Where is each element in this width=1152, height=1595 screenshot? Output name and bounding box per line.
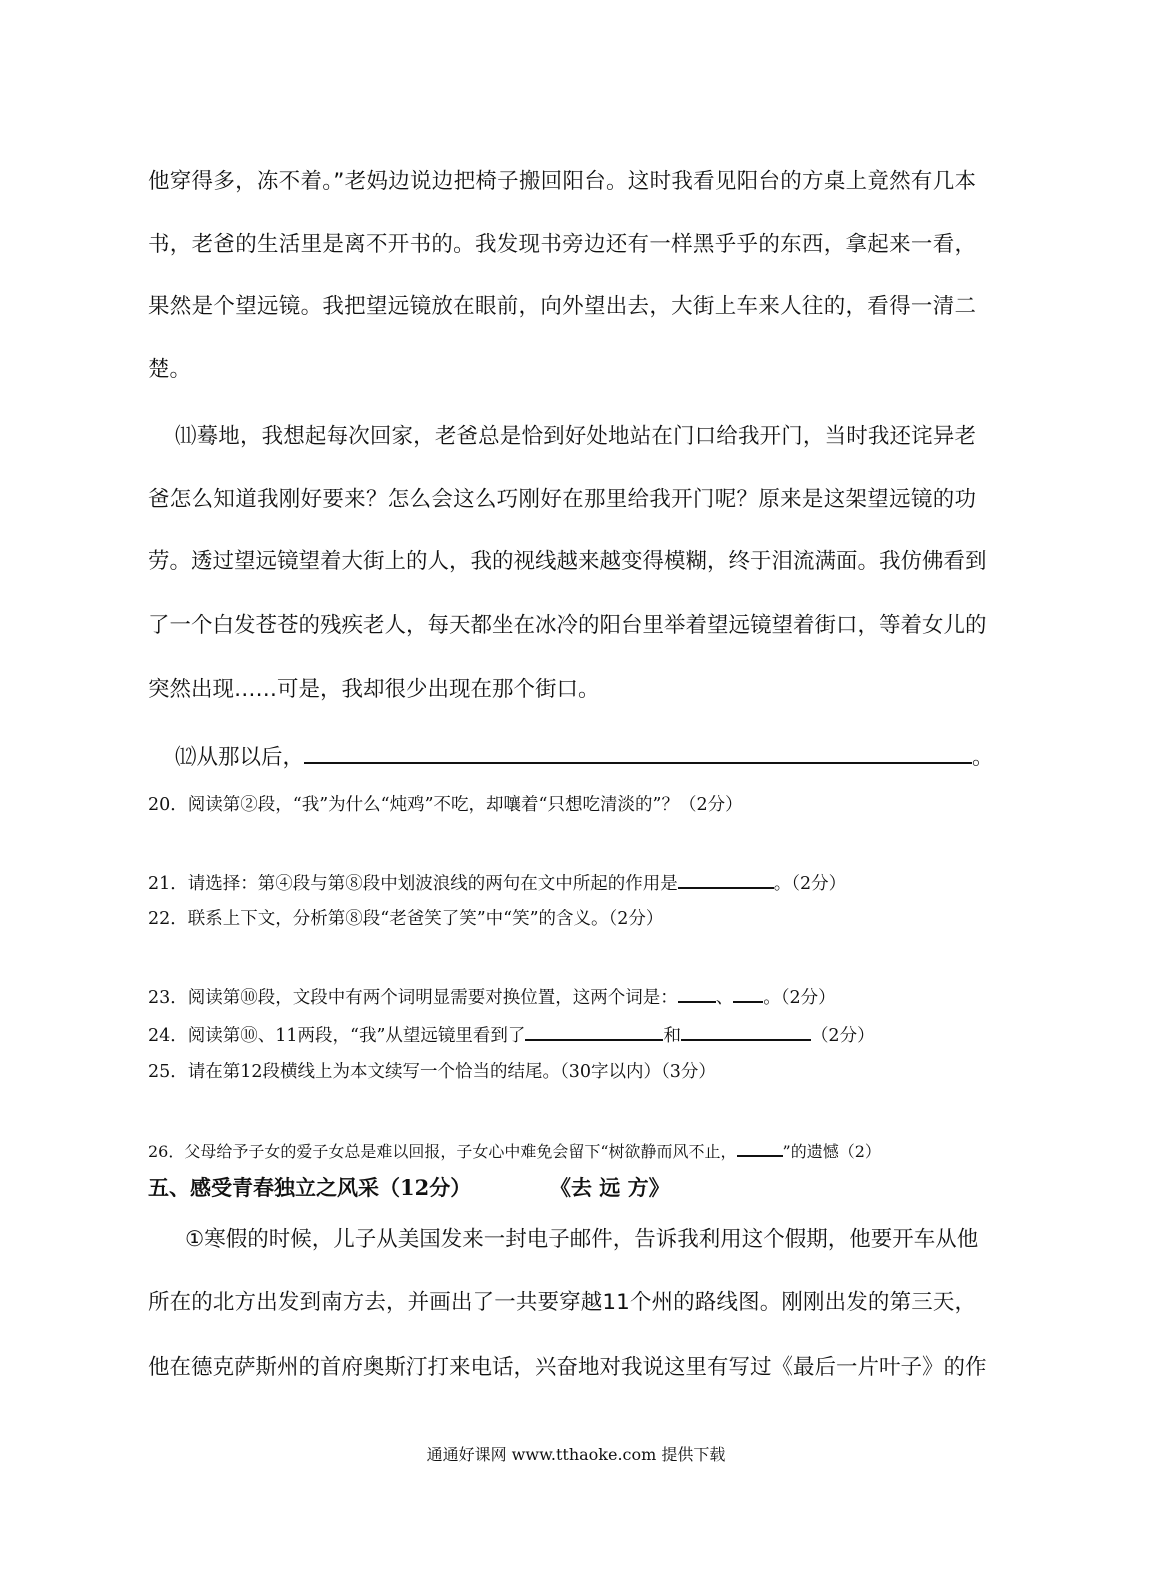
text-line: 书，老爸的生活里是离不开书的。我发现书旁边还有一样黑乎乎的东西，拿起来一看， (148, 232, 976, 257)
section-heading: 五、感受青春独立之风采（12分） (148, 1175, 472, 1200)
text-line: 劳。透过望远镜望着大街上的人，我的视线越来越变得模糊，终于泪流满面。我仿佛看到 (148, 549, 987, 574)
text-line: 突然出现……可是，我却很少出现在那个街口。 (148, 677, 600, 702)
answer-blank-21[interactable] (678, 869, 774, 889)
text-line: 他在德克萨斯州的首府奥斯汀打来电话，兴奋地对我说这里有写过《最后一片叶子》的作 (148, 1355, 987, 1380)
question-23 (148, 983, 978, 1011)
text-line: 了一个白发苍苍的残疾老人，每天都坐在冰冷的阳台里举着望远镜望着街口，等着女儿的 (148, 613, 987, 638)
question-21-score: 。（2分） (773, 874, 847, 894)
text-line: 果然是个望远镜。我把望远镜放在眼前，向外望出去，大街上车来人往的，看得一清二 (148, 294, 976, 319)
question-20: 20．阅读第②段，“我”为什么“炖鸡”不吃，却嚷着“只想吃清淡的”？（2分） (148, 795, 743, 815)
text-line: 他穿得多，冻不着。”老妈边说边把椅子搬回阳台。这时我看见阳台的方桌上竟然有几本 (148, 169, 976, 194)
question-25: 25．请在第12段横线上为本文续写一个恰当的结尾。（30字以内）（3分） (148, 1062, 716, 1082)
question-26-text: 26．父母给予子女的爱子女总是难以回报，子女心中难免会留下“树欲静而风不止， (148, 1142, 737, 1161)
question-24-and: 和 (663, 1026, 681, 1046)
question-22: 22．联系上下文，分析第⑧段“老爸笑了笑”中“笑”的含义。（2分） (148, 909, 664, 929)
answer-blank-p12[interactable] (304, 740, 972, 764)
answer-blank-26[interactable] (737, 1137, 783, 1157)
question-26 (148, 1137, 978, 1165)
answer-blank-24a[interactable] (525, 1021, 663, 1041)
question-26-score: ”的遗憾（2） (782, 1142, 881, 1161)
paragraph-12 (175, 740, 1003, 773)
question-23-text: 23．阅读第⑩段，文段中有两个词明显需要对换位置，这两个词是： (148, 988, 678, 1008)
article-title: 《去 远 方》 (550, 1175, 670, 1200)
p12-suffix: 。 (972, 745, 994, 770)
footer-source: 通通好课网 www.tthaoke.com 提供下载 (426, 1445, 726, 1464)
text-line: ⑾蓦地，我想起每次回家，老爸总是恰到好处地站在门口给我开门，当时我还诧异老 (175, 424, 976, 449)
question-23-score: 。（2分） (763, 988, 836, 1008)
answer-blank-24b[interactable] (681, 1021, 811, 1041)
text-line: 所在的北方出发到南方去，并画出了一共要穿越11个州的路线图。刚刚出发的第三天， (148, 1290, 976, 1315)
question-24 (148, 1021, 978, 1049)
question-21-text: 21．请选择：第④段与第⑧段中划波浪线的两句在文中所起的作用是 (148, 874, 678, 894)
text-line: ①寒假的时候，儿子从美国发来一封电子邮件，告诉我利用这个假期，他要开车从他 (185, 1227, 979, 1252)
question-24-text: 24．阅读第⑩、11两段，“我”从望远镜里看到了 (148, 1026, 526, 1046)
question-21 (148, 869, 978, 897)
separator: 、 (715, 988, 734, 1008)
text-line: 爸怎么知道我刚好要来？怎么会这么巧刚好在那里给我开门呢？原来是这架望远镜的功 (148, 487, 976, 512)
answer-blank-23b[interactable] (733, 983, 763, 1003)
answer-blank-23a[interactable] (678, 983, 716, 1003)
question-24-score: （2分） (810, 1026, 875, 1046)
p12-prefix: ⑿从那以后， (175, 745, 305, 770)
text-line: 楚。 (148, 357, 192, 382)
